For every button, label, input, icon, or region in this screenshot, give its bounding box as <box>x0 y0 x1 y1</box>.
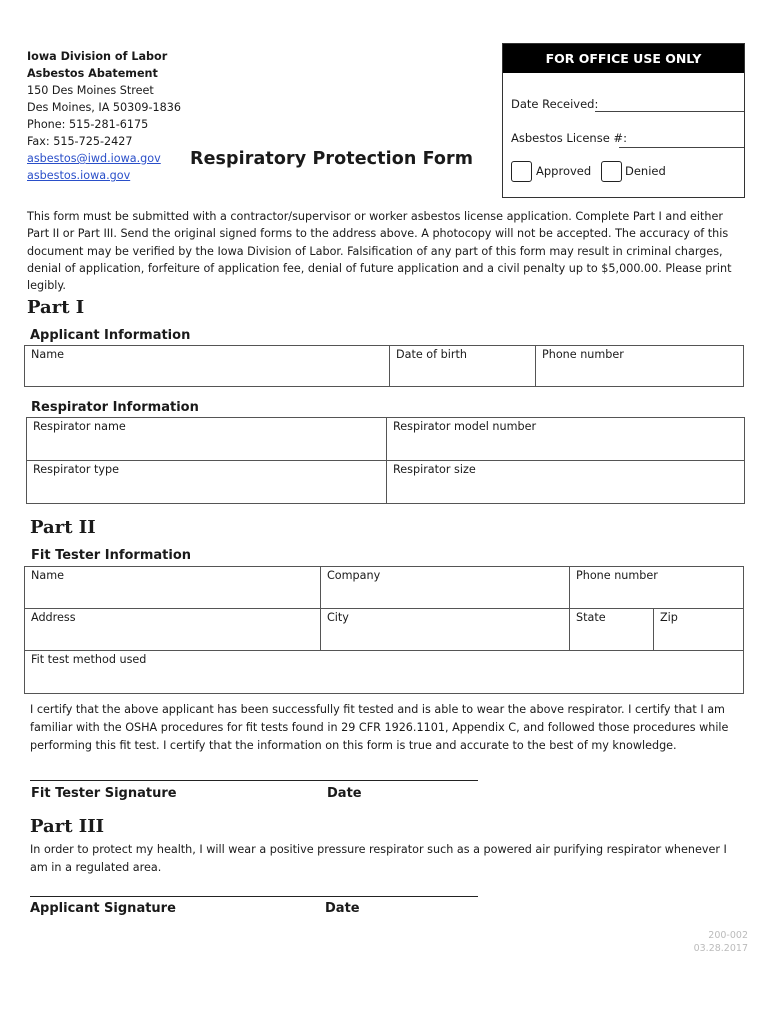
agency-phone: Phone: 515-281-6175 <box>27 118 149 131</box>
fit-tester-table <box>24 566 744 694</box>
applicant-phone-label: Phone number <box>542 348 624 361</box>
applicant-signature-label: Applicant Signature <box>30 901 176 916</box>
applicant-dob-label: Date of birth <box>396 348 467 361</box>
tester-state-label: State <box>576 611 606 624</box>
form-revision-date: 03.28.2017 <box>693 943 748 954</box>
agency-street: 150 Des Moines Street <box>27 84 154 97</box>
respirator-info-table <box>26 417 745 504</box>
respirator-size-label: Respirator size <box>393 463 476 476</box>
respirator-name-label: Respirator name <box>33 420 126 433</box>
office-use-header: FOR OFFICE USE ONLY <box>503 44 744 73</box>
tester-zip-cell[interactable] <box>654 609 744 651</box>
applicant-name-cell[interactable] <box>25 346 390 387</box>
agency-city: Des Moines, IA 50309-1836 <box>27 101 182 114</box>
applicant-info-heading: Applicant Information <box>30 328 191 343</box>
agency-website-link[interactable]: asbestos.iowa.gov <box>27 169 131 182</box>
tester-state-cell[interactable] <box>570 609 654 651</box>
tester-phone-cell[interactable] <box>570 567 744 609</box>
part2-title: Part II <box>30 517 96 538</box>
respirator-model-cell[interactable] <box>387 418 745 461</box>
instructions-text: This form must be submitted with a contractor/supervisor or worker asbestos license application. Complete Part I and either Part II or Part III. Send the original signed forms to the address above. A photocopy will not be accepted. The accuracy of this document may be verified by the Iowa Division of Labor. Falsification of any part of this form may result in criminal charges, denial of application, forfeiture of application fee, denial of future application and a civil penalty up to $5,000.00. Please print legibly. <box>27 210 732 293</box>
license-number-field[interactable] <box>619 147 744 148</box>
tester-phone-label: Phone number <box>576 569 658 582</box>
applicant-date-label: Date <box>325 901 360 916</box>
form-title: Respiratory Protection Form <box>190 149 474 169</box>
office-use-box <box>502 43 745 198</box>
fit-tester-date-label: Date <box>327 786 362 801</box>
certification-text: I certify that the above applicant has been successfully fit tested and is able to wear the above respirator. I certify that I am familiar with the OSHA procedures for fit tests found in 29 CFR 1926.1101, Appendix C, and followed those procedures while performing this fit test. I certify that the information on this form is true and accurate to the best of my knowledge. <box>30 703 729 752</box>
respirator-type-cell[interactable] <box>27 461 387 504</box>
tester-company-cell[interactable] <box>321 567 570 609</box>
agency-fax: Fax: 515-725-2427 <box>27 135 133 148</box>
approved-checkbox[interactable] <box>511 161 532 182</box>
agency-bureau: Asbestos Abatement <box>27 67 158 80</box>
part1-title: Part I <box>27 297 85 318</box>
fit-test-method-label: Fit test method used <box>31 653 147 666</box>
fit-tester-signature-label: Fit Tester Signature <box>31 786 177 801</box>
applicant-name-label: Name <box>31 348 65 361</box>
fit-test-method-cell[interactable] <box>25 651 744 694</box>
agency-name: Iowa Division of Labor <box>27 50 168 63</box>
tester-city-cell[interactable] <box>321 609 570 651</box>
tester-name-cell[interactable] <box>25 567 321 609</box>
tester-address-cell[interactable] <box>25 609 321 651</box>
tester-city-label: City <box>327 611 349 624</box>
date-received-field[interactable] <box>595 111 744 112</box>
fit-tester-signature-line[interactable] <box>30 780 478 781</box>
agency-block <box>27 48 181 184</box>
date-received-label: Date Received: <box>511 97 599 111</box>
respirator-model-label: Respirator model number <box>393 420 537 433</box>
part3-title: Part III <box>30 816 105 837</box>
fit-tester-heading: Fit Tester Information <box>31 548 192 563</box>
license-number-label: Asbestos License #: <box>511 131 627 145</box>
tester-zip-label: Zip <box>660 611 678 624</box>
respirator-name-cell[interactable] <box>27 418 387 461</box>
tester-company-label: Company <box>327 569 381 582</box>
denied-label: Denied <box>625 164 666 178</box>
form-code: 200-002 <box>708 930 748 941</box>
tester-name-label: Name <box>31 569 65 582</box>
applicant-info-table <box>24 345 744 387</box>
applicant-signature-line[interactable] <box>30 896 478 897</box>
form-number <box>694 929 748 955</box>
applicant-phone-cell[interactable] <box>536 346 744 387</box>
respirator-info-heading: Respirator Information <box>31 400 199 415</box>
respirator-type-label: Respirator type <box>33 463 120 476</box>
respirator-size-cell[interactable] <box>387 461 745 504</box>
tester-address-label: Address <box>31 611 76 624</box>
applicant-dob-cell[interactable] <box>390 346 536 387</box>
agency-email-link[interactable]: asbestos@iwd.iowa.gov <box>27 152 161 165</box>
denied-checkbox[interactable] <box>601 161 622 182</box>
approved-label: Approved <box>536 164 592 178</box>
part3-statement: In order to protect my health, I will wear a positive pressure respirator such as a powered air purifying respirator whenever I am in a regulated area. <box>30 843 727 874</box>
